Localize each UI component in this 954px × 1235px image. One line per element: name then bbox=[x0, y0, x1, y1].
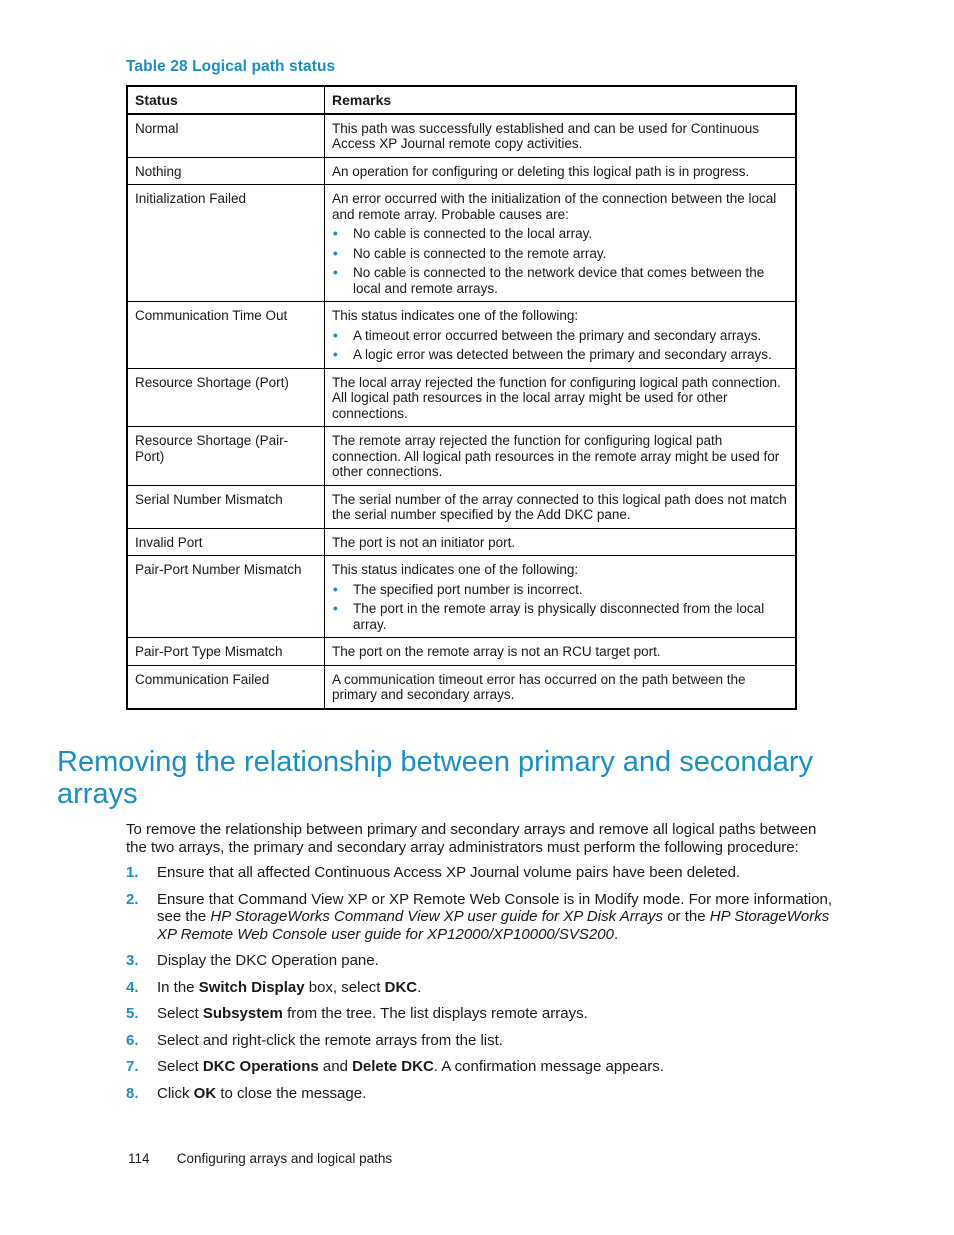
step-text: Select and right-click the remote arrays from the list. bbox=[157, 1031, 503, 1049]
remark-text: This status indicates one of the following: bbox=[332, 562, 579, 577]
status-cell: Communication Failed bbox=[127, 665, 325, 709]
remark-text: The serial number of the array connected to this logical path does not match the serial number specified by the Add DKC pane. bbox=[332, 491, 787, 522]
remark-text: An error occurred with the initialization of the connection between the local and remote array. Probable causes are: bbox=[332, 191, 777, 222]
remarks-cell bbox=[325, 302, 797, 369]
remark-bullet-item bbox=[332, 265, 788, 296]
page-number: 114 bbox=[128, 1151, 150, 1166]
remark-bullet-item bbox=[332, 328, 788, 344]
procedure-step bbox=[126, 1032, 836, 1050]
table-row bbox=[127, 556, 796, 638]
table-row bbox=[127, 157, 796, 185]
step-text: . bbox=[417, 978, 422, 996]
bullet-icon: • bbox=[333, 581, 338, 597]
bullet-text: A logic error was detected between the primary and secondary arrays. bbox=[353, 347, 772, 362]
remark-bullet-item bbox=[332, 601, 788, 632]
remarks-cell bbox=[325, 368, 797, 427]
table-row bbox=[127, 485, 796, 528]
remark-text: The port is not an initiator port. bbox=[332, 534, 516, 550]
remark-bullet-item bbox=[332, 582, 788, 598]
remark-text: This status indicates one of the following: bbox=[332, 308, 579, 323]
status-cell: Pair-Port Type Mismatch bbox=[127, 638, 325, 666]
bullet-text: No cable is connected to the local array. bbox=[353, 226, 593, 241]
remark-bullet-item bbox=[332, 246, 788, 262]
ui-term: DKC Operations bbox=[202, 1058, 319, 1075]
chapter-title: Configuring arrays and logical paths bbox=[176, 1151, 393, 1166]
ui-term: DKC bbox=[384, 978, 418, 996]
procedure-step bbox=[126, 1085, 836, 1103]
status-cell: Resource Shortage (Port) bbox=[127, 368, 325, 427]
remark-text: The local array rejected the function for configuring logical path connection. All logical path resources in the local array might be used for other connections. bbox=[332, 374, 781, 421]
remarks-cell bbox=[325, 427, 797, 486]
step-number: 3. bbox=[126, 952, 139, 969]
step-text: and bbox=[318, 1058, 353, 1075]
document-title: HP StorageWorks XP Remote Web Console user guide for XP12000/XP10000/SVS200 bbox=[157, 908, 830, 943]
procedure-steps bbox=[126, 864, 836, 1111]
remark-text: The port on the remote array is not an RCU target port. bbox=[332, 644, 661, 659]
procedure-step bbox=[126, 952, 836, 970]
status-cell: Invalid Port bbox=[127, 528, 325, 556]
step-text: to close the message. bbox=[216, 1084, 367, 1102]
table-row bbox=[127, 185, 796, 302]
remark-bullet-list bbox=[332, 226, 788, 296]
status-cell: Pair-Port Number Mismatch bbox=[127, 556, 325, 638]
logical-path-status-table bbox=[126, 85, 797, 710]
remark-bullet-list bbox=[332, 328, 788, 363]
step-text: or the bbox=[663, 908, 710, 925]
section-heading: Removing the relationship between primary and secondary arrays bbox=[57, 746, 814, 810]
table-row bbox=[127, 665, 796, 709]
status-cell: Initialization Failed bbox=[127, 185, 325, 302]
step-text: Select bbox=[157, 1005, 203, 1022]
bullet-text: The port in the remote array is physically disconnected from the local array. bbox=[353, 601, 765, 632]
column-header-status: Status bbox=[127, 86, 325, 114]
remarks-cell bbox=[325, 185, 797, 302]
status-cell: Serial Number Mismatch bbox=[127, 485, 325, 528]
remarks-cell bbox=[325, 114, 797, 158]
procedure-step bbox=[126, 1005, 836, 1023]
remark-text: This path was successfully established and can be used for Continuous Access XP Journal remote copy activities. bbox=[332, 120, 759, 151]
step-text: box, select bbox=[304, 978, 385, 996]
bullet-icon: • bbox=[333, 245, 338, 261]
bullet-icon: • bbox=[333, 347, 338, 362]
remark-bullet-item bbox=[332, 347, 788, 363]
ui-term: Switch Display bbox=[198, 978, 305, 996]
status-cell: Normal bbox=[127, 114, 325, 158]
procedure-step bbox=[126, 1058, 836, 1076]
step-number: 4. bbox=[126, 978, 139, 996]
bullet-icon: • bbox=[333, 265, 338, 280]
table-body bbox=[127, 114, 796, 709]
status-cell: Communication Time Out bbox=[127, 302, 325, 369]
table-row bbox=[127, 528, 796, 556]
remark-bullet-item bbox=[332, 226, 788, 242]
intro-paragraph: To remove the relationship between primary and secondary arrays and remove all logical paths between the two arrays, the primary and secondary array administrators must perform the following procedure: bbox=[126, 821, 817, 856]
bullet-text: The specified port number is incorrect. bbox=[353, 581, 583, 597]
step-number: 6. bbox=[126, 1031, 139, 1049]
table-row bbox=[127, 638, 796, 666]
step-number: 1. bbox=[126, 864, 139, 881]
step-text: . A confirmation message appears. bbox=[433, 1058, 664, 1075]
ui-term: Delete DKC bbox=[352, 1058, 434, 1075]
table-header-row bbox=[127, 86, 796, 114]
step-number: 2. bbox=[126, 890, 139, 908]
step-text: In the bbox=[157, 978, 199, 996]
procedure-step bbox=[126, 891, 836, 944]
procedure-step bbox=[126, 864, 836, 882]
table-row bbox=[127, 368, 796, 427]
remarks-cell bbox=[325, 638, 797, 666]
remarks-cell bbox=[325, 528, 797, 556]
step-text: Ensure that all affected Continuous Access XP Journal volume pairs have been deleted. bbox=[157, 864, 741, 881]
document-title: HP StorageWorks Command View XP user guide for XP Disk Arrays bbox=[210, 908, 664, 925]
bullet-icon: • bbox=[333, 327, 338, 343]
table-row bbox=[127, 427, 796, 486]
remark-text: The remote array rejected the function for configuring logical path connection. All logical path resources in the remote array might be used for other connections. bbox=[332, 433, 780, 479]
remarks-cell bbox=[325, 485, 797, 528]
page-footer bbox=[128, 1151, 392, 1166]
table-row bbox=[127, 302, 796, 369]
table-caption: Table 28 Logical path status bbox=[126, 58, 336, 75]
status-cell: Nothing bbox=[127, 157, 325, 185]
step-text: Click bbox=[157, 1084, 194, 1102]
bullet-text: No cable is connected to the network device that comes between the local and remote arrays. bbox=[353, 265, 765, 296]
remarks-cell bbox=[325, 157, 797, 185]
step-number: 7. bbox=[126, 1058, 139, 1075]
step-text: Select bbox=[157, 1058, 203, 1075]
column-header-remarks: Remarks bbox=[325, 86, 797, 114]
status-cell: Resource Shortage (Pair-Port) bbox=[127, 427, 325, 486]
bullet-text: A timeout error occurred between the primary and secondary arrays. bbox=[353, 327, 762, 343]
remarks-cell bbox=[325, 665, 797, 709]
step-text: Ensure that Command View XP or XP Remote Web Console is in Modify mode. For more information, see the bbox=[157, 890, 833, 925]
step-text: . bbox=[613, 925, 619, 943]
table-row bbox=[127, 114, 796, 158]
step-text: from the tree. The list displays remote arrays. bbox=[282, 1005, 588, 1022]
remark-bullet-list bbox=[332, 582, 788, 633]
bullet-icon: • bbox=[333, 601, 338, 616]
remark-text: A communication timeout error has occurred on the path between the primary and secondary arrays. bbox=[332, 671, 746, 702]
step-number: 8. bbox=[126, 1084, 139, 1102]
step-number: 5. bbox=[126, 1005, 139, 1022]
ui-term: OK bbox=[193, 1084, 217, 1102]
step-text: Display the DKC Operation pane. bbox=[157, 952, 379, 969]
remarks-cell bbox=[325, 556, 797, 638]
procedure-step bbox=[126, 979, 836, 997]
bullet-icon: • bbox=[333, 226, 338, 241]
remark-text: An operation for configuring or deleting this logical path is in progress. bbox=[332, 163, 750, 179]
bullet-text: No cable is connected to the remote array. bbox=[353, 245, 607, 261]
ui-term: Subsystem bbox=[202, 1005, 283, 1022]
